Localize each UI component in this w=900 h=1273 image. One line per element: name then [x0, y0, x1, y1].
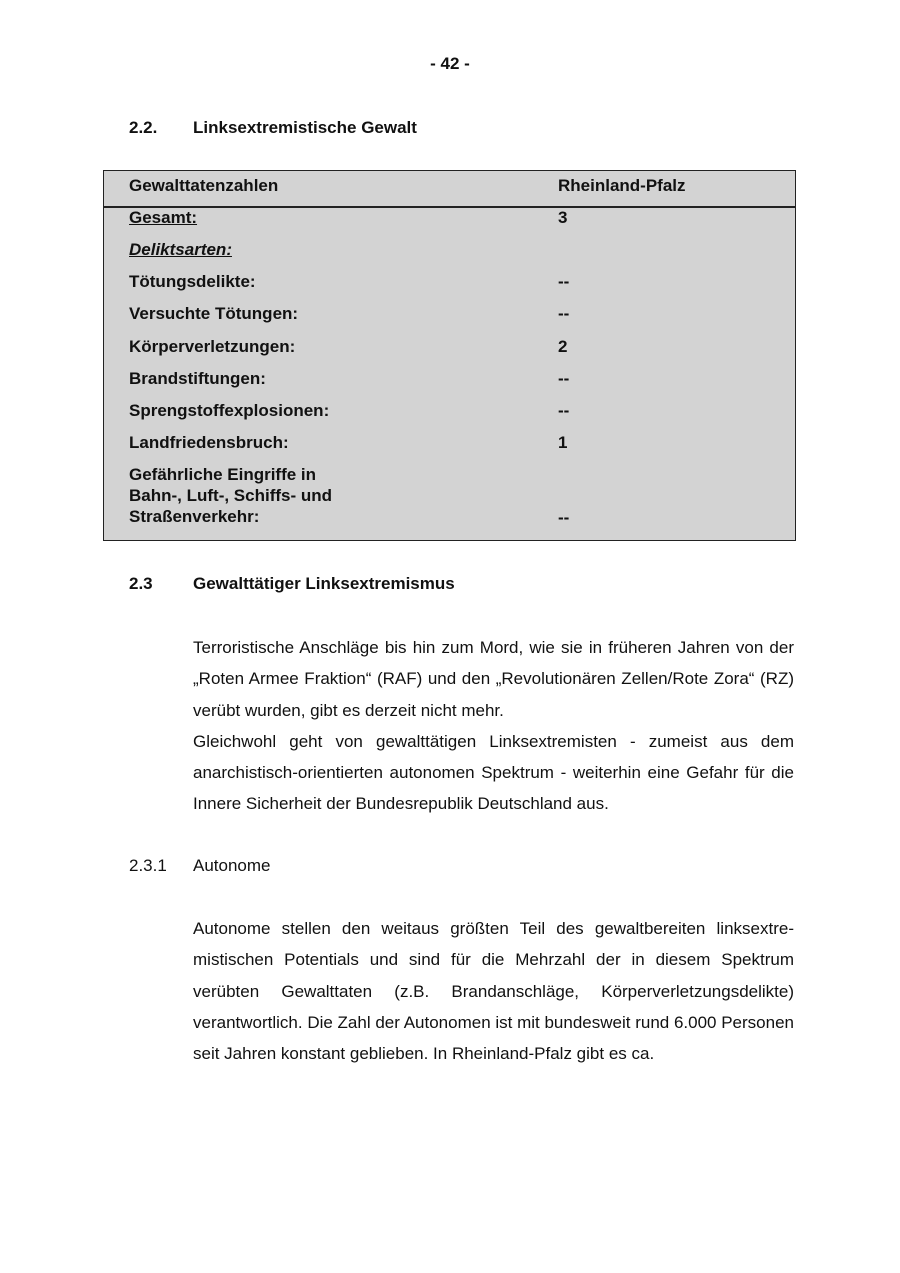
row-value: 2: [558, 337, 568, 356]
section-title: Gewalttätiger Linksextremismus: [193, 574, 455, 593]
row-label: [129, 464, 332, 527]
violence-statistics-table: [103, 170, 796, 541]
row-label: Tötungsdelikte:: [129, 272, 256, 291]
row-label-line: Straßenverkehr:: [129, 507, 260, 526]
row-label-line: Gefährliche Eingriffe in: [129, 465, 317, 484]
row-label: Körperverletzungen:: [129, 337, 296, 356]
paragraph-2-3-1: [193, 913, 794, 1069]
section-number: 2.3.1: [129, 856, 167, 875]
row-value: --: [558, 369, 570, 388]
paragraph: Gleichwohl geht von gewalttätigen Linksextremisten - zumeist aus dem anarchistisch-orientierten autonomen Spektrum - weiterhin eine Gefahr für die Innere Sicherheit der Bundesrepublik Deutschland aus.: [193, 731, 794, 814]
section-number: 2.2.: [129, 118, 158, 137]
header-cell-right: Rheinland-Pfalz: [558, 176, 686, 195]
section-title: Linksextremistische Gewalt: [193, 118, 417, 137]
row-label: Sprengstoffexplosionen:: [129, 401, 330, 420]
paragraph: Autonome stellen den weitaus größten Teil des gewaltbereiten linksextre-mistischen Potentials und sind für die Mehrzahl der in diesem Spektrum verübten Gewalttaten (z.B. Brandanschläge, Körperverletzungsdelikte) verantwortlich. Die Zahl der Autonomen ist mit bundesweit rund 6.000 Personen seit Jahren konstant geblieben. In Rheinland-Pfalz gibt es ca.: [193, 919, 794, 1064]
section-number: 2.3: [129, 574, 153, 593]
row-value: --: [558, 401, 570, 420]
paragraph-2-3: [193, 632, 794, 820]
row-label: Versuchte Tötungen:: [129, 304, 299, 323]
section-title: Autonome: [193, 856, 271, 875]
row-label: Landfriedensbruch:: [129, 433, 289, 452]
row-label: Gesamt:: [129, 208, 198, 227]
row-value: --: [558, 272, 570, 291]
row-label: Deliktsarten:: [129, 240, 232, 259]
row-value: 1: [558, 433, 568, 452]
section-heading-2-3: [129, 574, 455, 594]
row-value: --: [558, 508, 570, 527]
page-number: - 42 -: [430, 54, 470, 73]
row-label-line: Bahn-, Luft-, Schiffs- und: [129, 486, 333, 505]
row-value: --: [558, 304, 570, 323]
row-label: Brandstiftungen:: [129, 369, 266, 388]
row-value: 3: [558, 208, 568, 227]
section-heading-2-3-1: [129, 856, 271, 876]
paragraph: Terroristische Anschläge bis hin zum Mord, wie sie in früheren Jahren von der „Roten Armee Fraktion“ (RAF) und den „Revolutionären Zellen/Rote Zora“ (RZ) verübt wurden, gibt es derzeit nicht mehr.: [193, 638, 794, 720]
header-cell-left: Gewalttatenzahlen: [129, 176, 279, 195]
section-heading-2-2: [129, 118, 417, 138]
table-header-row: [104, 171, 795, 208]
